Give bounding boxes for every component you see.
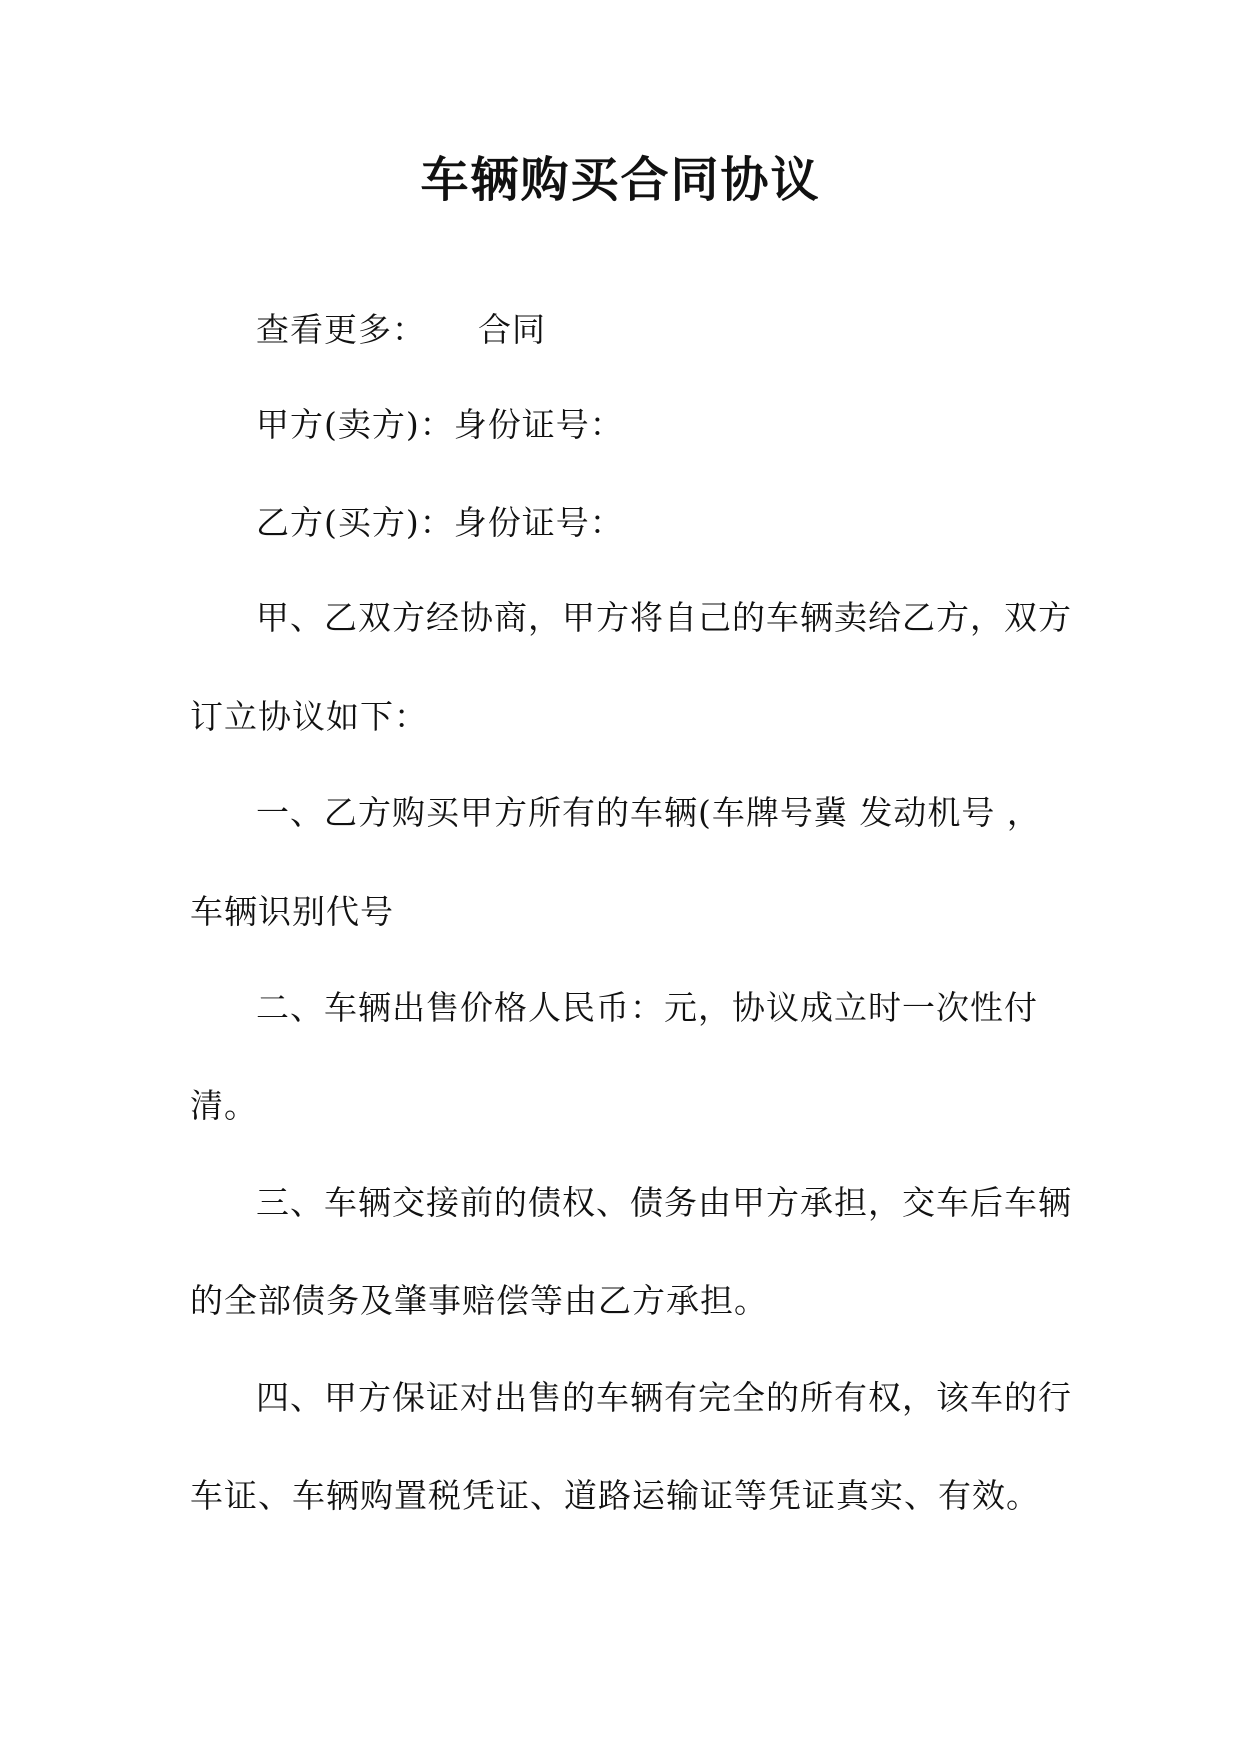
clause-3-line-1: 三、车辆交接前的债权、债务由甲方承担，交车后车辆 xyxy=(256,1183,1072,1222)
see-more-link[interactable]: 合同 xyxy=(478,310,546,349)
see-more-label: 查看更多： xyxy=(256,310,426,349)
preamble-line-2: 订立协议如下： xyxy=(190,697,428,736)
party-a-line: 甲方(卖方)：身份证号： xyxy=(256,405,624,444)
party-b-line: 乙方(买方)：身份证号： xyxy=(256,503,624,542)
clause-1-line-2: 车辆识别代号 xyxy=(190,892,394,931)
clause-3-line-2: 的全部债务及肇事赔偿等由乙方承担。 xyxy=(190,1281,768,1320)
document-title: 车辆购买合同协议 xyxy=(420,152,821,208)
preamble-line-1: 甲、乙双方经协商，甲方将自己的车辆卖给乙方，双方 xyxy=(256,598,1072,637)
clause-2-line-1: 二、车辆出售价格人民币：元，协议成立时一次性付 xyxy=(256,988,1038,1027)
see-more-line xyxy=(256,310,546,350)
clause-2-line-2: 清。 xyxy=(190,1086,258,1125)
clause-4-line-2: 车证、车辆购置税凭证、道路运输证等凭证真实、有效。 xyxy=(190,1476,1040,1515)
clause-4-line-1: 四、甲方保证对出售的车辆有完全的所有权，该车的行 xyxy=(256,1378,1072,1417)
clause-1-line-1: 一、乙方购买甲方所有的车辆(车牌号冀 发动机号 ， xyxy=(256,793,1041,832)
